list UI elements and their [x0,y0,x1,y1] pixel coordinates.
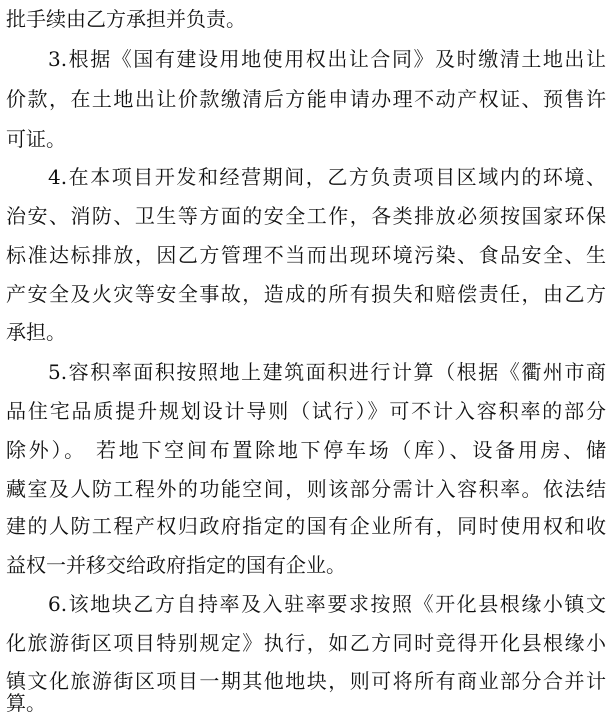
text-line: 化旅游街区项目特别规定》执行，如乙方同时竞得开化县根缘小 [6,631,606,655]
text-line: 除外）。 若地下空间布置除地下停车场（库）、设备用房、储 [6,438,606,462]
text-line: 治安、消防、卫生等方面的安全工作，各类排放必须按国家环保 [6,204,606,228]
clause-6-line: 6.该地块乙方自持率及入驻率要求按照《开化县根缘小镇文 [48,592,606,616]
text-line: 建的人防工程产权归政府指定的国有企业所有，同时使用权和收 [6,514,606,538]
text-line: 产安全及火灾等安全事故，造成的所有损失和赔偿责任，由乙方 [6,282,606,306]
text-line: 镇文化旅游街区项目一期其他地块，则可将所有商业部分合并计 [6,669,606,693]
text-line: 批手续由乙方承担并负责。 [6,7,246,31]
clause-4-line: 4.在本项目开发和经营期间，乙方负责项目区域内的环境、 [48,165,606,189]
text-line: 标准达标排放，因乙方管理不当而出现环境污染、食品安全、生 [6,243,606,267]
text-line: 可证。 [6,127,66,151]
text-line: 品住宅品质提升规划设计导则（试行）》可不计入容积率的部分 [6,399,606,423]
text-line: 承担。 [6,320,66,344]
clause-5-line: 5.容积率面积按照地上建筑面积进行计算（根据《衢州市商 [48,360,606,384]
clause-3-line: 3.根据《国有建设用地使用权出让合同》及时缴清土地出让 [48,47,606,71]
text-line: 益权一并移交给政府指定的国有企业。 [6,553,346,577]
text-line: 算。 [6,691,46,715]
text-line: 价款，在土地出让价款缴清后方能申请办理不动产权证、预售许 [6,87,606,111]
text-line: 藏室及人防工程外的功能空间，则该部分需计入容积率。依法结 [6,477,606,501]
